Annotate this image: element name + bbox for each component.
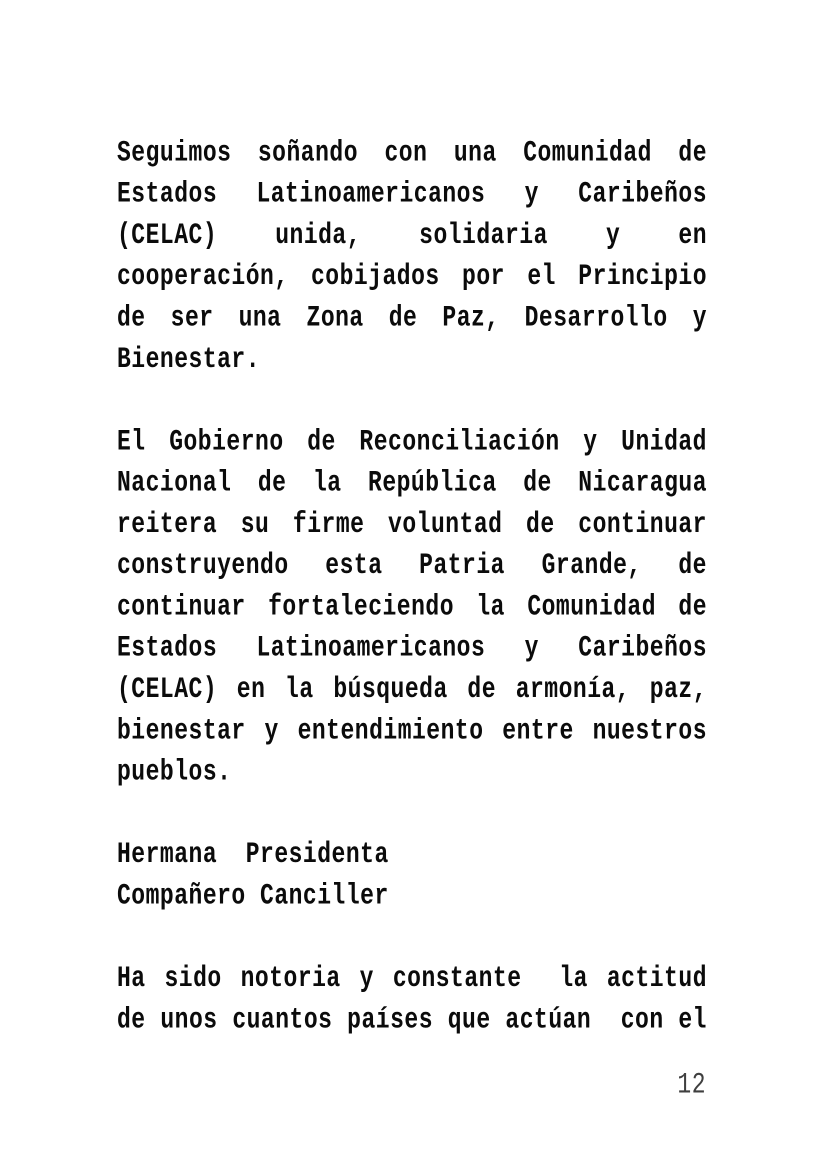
text-line: Compañero Canciller [117, 878, 389, 913]
text-line: El Gobierno de Reconciliación y Unidad [117, 424, 707, 459]
text-line: pueblos. [117, 755, 232, 789]
text-line: (CELAC) en la búsqueda de armonía, paz, [117, 672, 707, 707]
text-line: continuar fortaleciendo la Comunidad de [117, 589, 707, 624]
document-text-block [117, 132, 707, 1040]
text-line: reitera su firme voluntad de continuar [117, 507, 707, 541]
text-line: Estados Latinoamericanos y Caribeños [117, 631, 707, 665]
text-line: Ha sido notoria y constante la actitud [117, 961, 707, 996]
page-number: 12 [677, 1067, 706, 1102]
text-line: Nacional de la República de Nicaragua [117, 466, 707, 500]
text-line: Hermana Presidenta [117, 837, 389, 872]
text-line: de ser una Zona de Paz, Desarrollo y [117, 300, 707, 335]
paragraph-gobierno-reconciliacion [117, 421, 707, 793]
text-line: construyendo esta Patria Grande, de [117, 548, 707, 583]
text-line: Seguimos soñando con una Comunidad de [117, 135, 707, 170]
text-line: bienestar y entendimiento entre nuestros [117, 713, 707, 748]
text-line: cooperación, cobijados por el Principio [117, 259, 707, 294]
text-line: (CELAC) unida, solidaria y en [117, 218, 707, 252]
paragraph-salutation [117, 834, 707, 917]
text-line: Bienestar. [117, 342, 261, 376]
text-line: de unos cuantos países que actúan con el [117, 1002, 707, 1037]
text-line: Estados Latinoamericanos y Caribeños [117, 177, 707, 211]
paragraph-celac-dream [117, 132, 707, 380]
paragraph-actitud-paises [117, 958, 707, 1041]
